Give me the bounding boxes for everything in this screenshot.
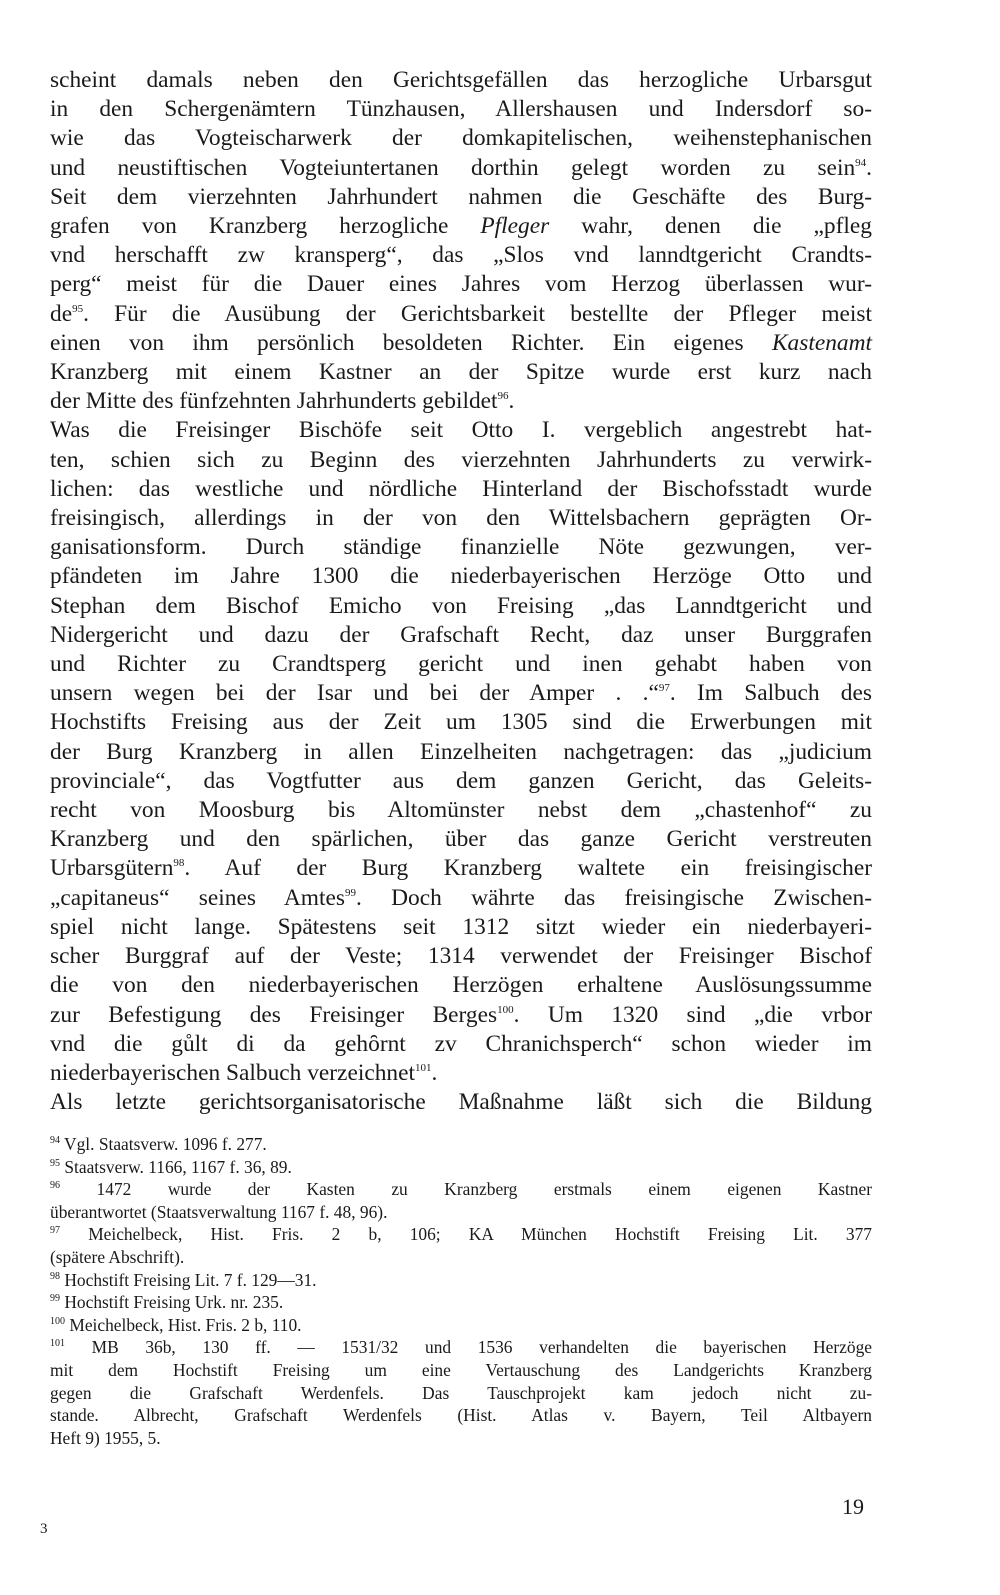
text-line: Seit dem vierzehnten Jahrhundert nahmen die Geschäfte des Burg-: [50, 183, 872, 210]
text-fragment: „capitaneus“ seines Amtes: [50, 884, 345, 911]
text-line: Kranzberg und den spärlichen, über das ganze Gericht verstreuten: [50, 826, 872, 853]
text-line: [50, 1059, 872, 1088]
text-line: [50, 212, 872, 241]
text-fragment: . Auf der Burg Kranzberg waltete ein freisingischer: [184, 855, 872, 882]
text-line: und Richter zu Crandtsperg gericht und inen gehabt haben von: [50, 651, 872, 678]
page-number: 19: [842, 1494, 864, 1519]
text-fragment: einen von ihm persönlich besoldeten Richter. Ein eigenes: [50, 329, 772, 356]
footnote-96: [50, 1178, 872, 1223]
text-fragment: . Um 1320 sind „die vrbor: [513, 1001, 872, 1028]
text-line: freisingisch, allerdings in der von den Wittelsbachern geprägten Or-: [50, 505, 872, 532]
text-fragment: niederbayerischen Salbuch verzeichnet: [50, 1059, 415, 1086]
footnote-line: stande. Albrecht, Grafschaft Werdenfels (Hist. Atlas v. Bayern, Teil Altbayern: [50, 1405, 872, 1426]
text-line: [50, 329, 872, 358]
text-line: die von den niederbayerischen Herzögen erhaltene Auslösungssumme: [50, 972, 872, 999]
footnote-100: [50, 1314, 872, 1337]
footnote-number: 98: [50, 1270, 60, 1282]
text-line: vnd herschafft zw kransperg“, das „Slos vnd lanndtgericht Crandts-: [50, 242, 872, 269]
footnote-number: 95: [50, 1157, 60, 1169]
footnote-line: [50, 1336, 872, 1359]
footnote-99: [50, 1291, 872, 1314]
text-line: [50, 884, 872, 913]
footnote-97: [50, 1223, 872, 1268]
text-line: Nidergericht und dazu der Grafschaft Recht, daz unser Burggrafen: [50, 621, 872, 648]
footnote-98: [50, 1269, 872, 1292]
text-fragment: .: [431, 1059, 438, 1086]
text-fragment: . Doch währte das freisingische Zwischen-: [356, 884, 872, 911]
text-line: [50, 387, 872, 416]
text-line: [50, 300, 872, 329]
text-fragment: .: [508, 388, 515, 415]
text-line: [50, 1001, 872, 1030]
page-body: [50, 66, 872, 1117]
footnote-ref: 96: [497, 390, 509, 403]
italic-term: Pfleger: [480, 213, 550, 240]
footnote-text: MB 36b, 130 ff. — 1531/32 und 1536 verhandelten die bayerischen Herzöge: [91, 1337, 872, 1358]
footnote-ref: 94: [855, 156, 867, 169]
footnote-ref: 98: [173, 857, 185, 870]
text-fragment: grafen von Kranzberg herzogliche: [50, 213, 481, 240]
footnote-line: [50, 1156, 872, 1179]
footnote-line: [50, 1178, 872, 1201]
footnote-text: Hochstift Freising Urk. nr. 235.: [64, 1292, 284, 1313]
footnote-text: Vgl. Staatsverw. 1096 f. 277.: [64, 1134, 267, 1154]
text-line: ten, schien sich zu Beginn des vierzehnten Jahrhunderts zu verwirk-: [50, 446, 872, 473]
text-line: Stephan dem Bischof Emicho von Freising „das Lanndtgericht und: [50, 592, 872, 619]
text-fragment: de: [50, 300, 73, 327]
text-line: pfändeten im Jahre 1300 die niederbayerischen Herzöge Otto und: [50, 563, 872, 590]
footnote-line: [50, 1133, 872, 1156]
footnote-94: [50, 1133, 872, 1156]
text-line: ganisationsform. Durch ständige finanzielle Nöte gezwungen, ver-: [50, 534, 872, 561]
footnote-number: 94: [50, 1135, 60, 1146]
footnote-line: [50, 1291, 872, 1314]
footnote-line: [50, 1223, 872, 1246]
text-fragment: . Für die Ausübung der Gerichtsbarkeit bestellte der Pfleger meist: [83, 300, 872, 327]
footnote-line: [50, 1314, 872, 1337]
text-line: in den Schergenämtern Tünzhausen, Allershausen und Indersdorf so-: [50, 96, 872, 123]
footnote-text: 1472 wurde der Kasten zu Kranzberg erstmals einem eigenen Kastner: [96, 1179, 873, 1200]
footnote-number: 96: [50, 1180, 60, 1192]
text-line: [50, 679, 872, 708]
footnote-line: Heft 9) 1955, 5.: [50, 1427, 161, 1448]
footnote-number: 97: [50, 1225, 60, 1237]
text-line: [50, 154, 872, 183]
text-line: vnd die gůlt di da gehȏrnt zv Chranichsperch“ schon wieder im: [50, 1030, 872, 1057]
paragraph-3: [50, 1088, 872, 1117]
text-line: scheint damals neben den Gerichtsgefällen das herzogliche Urbarsgut: [50, 67, 872, 93]
footnote-101: [50, 1336, 872, 1449]
footnote-line: überantwortet (Staatsverwaltung 1167 f. 48, 96).: [50, 1201, 388, 1222]
italic-term: Kastenamt: [771, 329, 872, 356]
text-fragment: Urbarsgütern: [50, 855, 174, 882]
footnote-95: [50, 1156, 872, 1179]
text-line: der Burg Kranzberg in allen Einzelheiten nachgetragen: das „judicium: [50, 738, 872, 765]
footnote-line: mit dem Hochstift Freising um eine Vertauschung des Landgerichts Kranzberg: [50, 1359, 872, 1380]
text-line: Als letzte gerichtsorganisatorische Maßnahme läßt sich die Bildung: [50, 1089, 872, 1116]
text-line: lichen: das westliche und nördliche Hinterland der Bischofsstadt wurde: [50, 475, 872, 502]
signature-mark: 3: [40, 1521, 48, 1537]
footnotes: [50, 1133, 872, 1449]
footnote-ref: 100: [497, 1003, 514, 1016]
footnote-line: gegen die Grafschaft Werdenfels. Das Tauschprojekt kam jedoch nicht zu-: [50, 1382, 872, 1403]
text-fragment: unsern wegen bei der Isar und bei der Amper . .“: [50, 680, 659, 707]
footnote-number: 100: [50, 1315, 65, 1327]
footnote-number: 101: [50, 1338, 65, 1350]
footnote-text: Meichelbeck, Hist. Fris. 2 b, 110.: [69, 1314, 302, 1335]
paragraph-2: [50, 416, 872, 1088]
text-fragment: . Im Salbuch des: [669, 680, 872, 707]
text-fragment: wahr, denen die „pfleg: [549, 213, 872, 240]
text-line: perg“ meist für die Dauer eines Jahres vom Herzog überlassen wur-: [50, 271, 872, 298]
footnote-number: 99: [50, 1293, 60, 1305]
text-line: Hochstifts Freising aus der Zeit um 1305 sind die Erwerbungen mit: [50, 709, 872, 736]
footnote-ref: 99: [345, 886, 356, 899]
text-fragment: .: [866, 154, 872, 181]
footnote-ref: 95: [72, 302, 84, 315]
text-line: scher Burggraf auf der Veste; 1314 verwendet der Freisinger Bischof: [50, 943, 872, 970]
text-fragment: der Mitte des fünfzehnten Jahrhunderts gebildet: [50, 388, 498, 415]
footnote-text: Meichelbeck, Hist. Fris. 2 b, 106; KA München Hochstift Freising Lit. 377: [88, 1224, 872, 1245]
paragraph-1: [50, 66, 872, 416]
footnote-ref: 97: [658, 682, 670, 695]
footnote-ref: 101: [414, 1061, 432, 1074]
text-line: Was die Freisinger Bischöfe seit Otto I. vergeblich angestrebt hat-: [50, 417, 872, 444]
footnote-line: [50, 1269, 872, 1292]
footnote-text: Hochstift Freising Lit. 7 f. 129—31.: [64, 1269, 317, 1290]
text-line: [50, 854, 872, 883]
text-line: recht von Moosburg bis Altomünster nebst dem „chastenhof“ zu: [50, 797, 872, 824]
text-line: spiel nicht lange. Spätestens seit 1312 sitzt wieder ein niederbayeri-: [50, 913, 872, 940]
main-text: [50, 66, 872, 1117]
text-fragment: und neustiftischen Vogteiuntertanen dorthin gelegt worden zu sein: [50, 154, 856, 181]
text-line: wie das Vogteischarwerk der domkapitelischen, weihenstephanischen: [50, 125, 872, 152]
text-fragment: zur Befestigung des Freisinger Berges: [50, 1001, 498, 1028]
footnote-text: Staatsverw. 1166, 1167 f. 36, 89.: [64, 1156, 292, 1177]
footnote-line: (spätere Abschrift).: [50, 1246, 185, 1267]
text-line: Kranzberg mit einem Kastner an der Spitze wurde erst kurz nach: [50, 359, 872, 386]
text-line: provinciale“, das Vogtfutter aus dem ganzen Gericht, das Geleits-: [50, 767, 872, 794]
